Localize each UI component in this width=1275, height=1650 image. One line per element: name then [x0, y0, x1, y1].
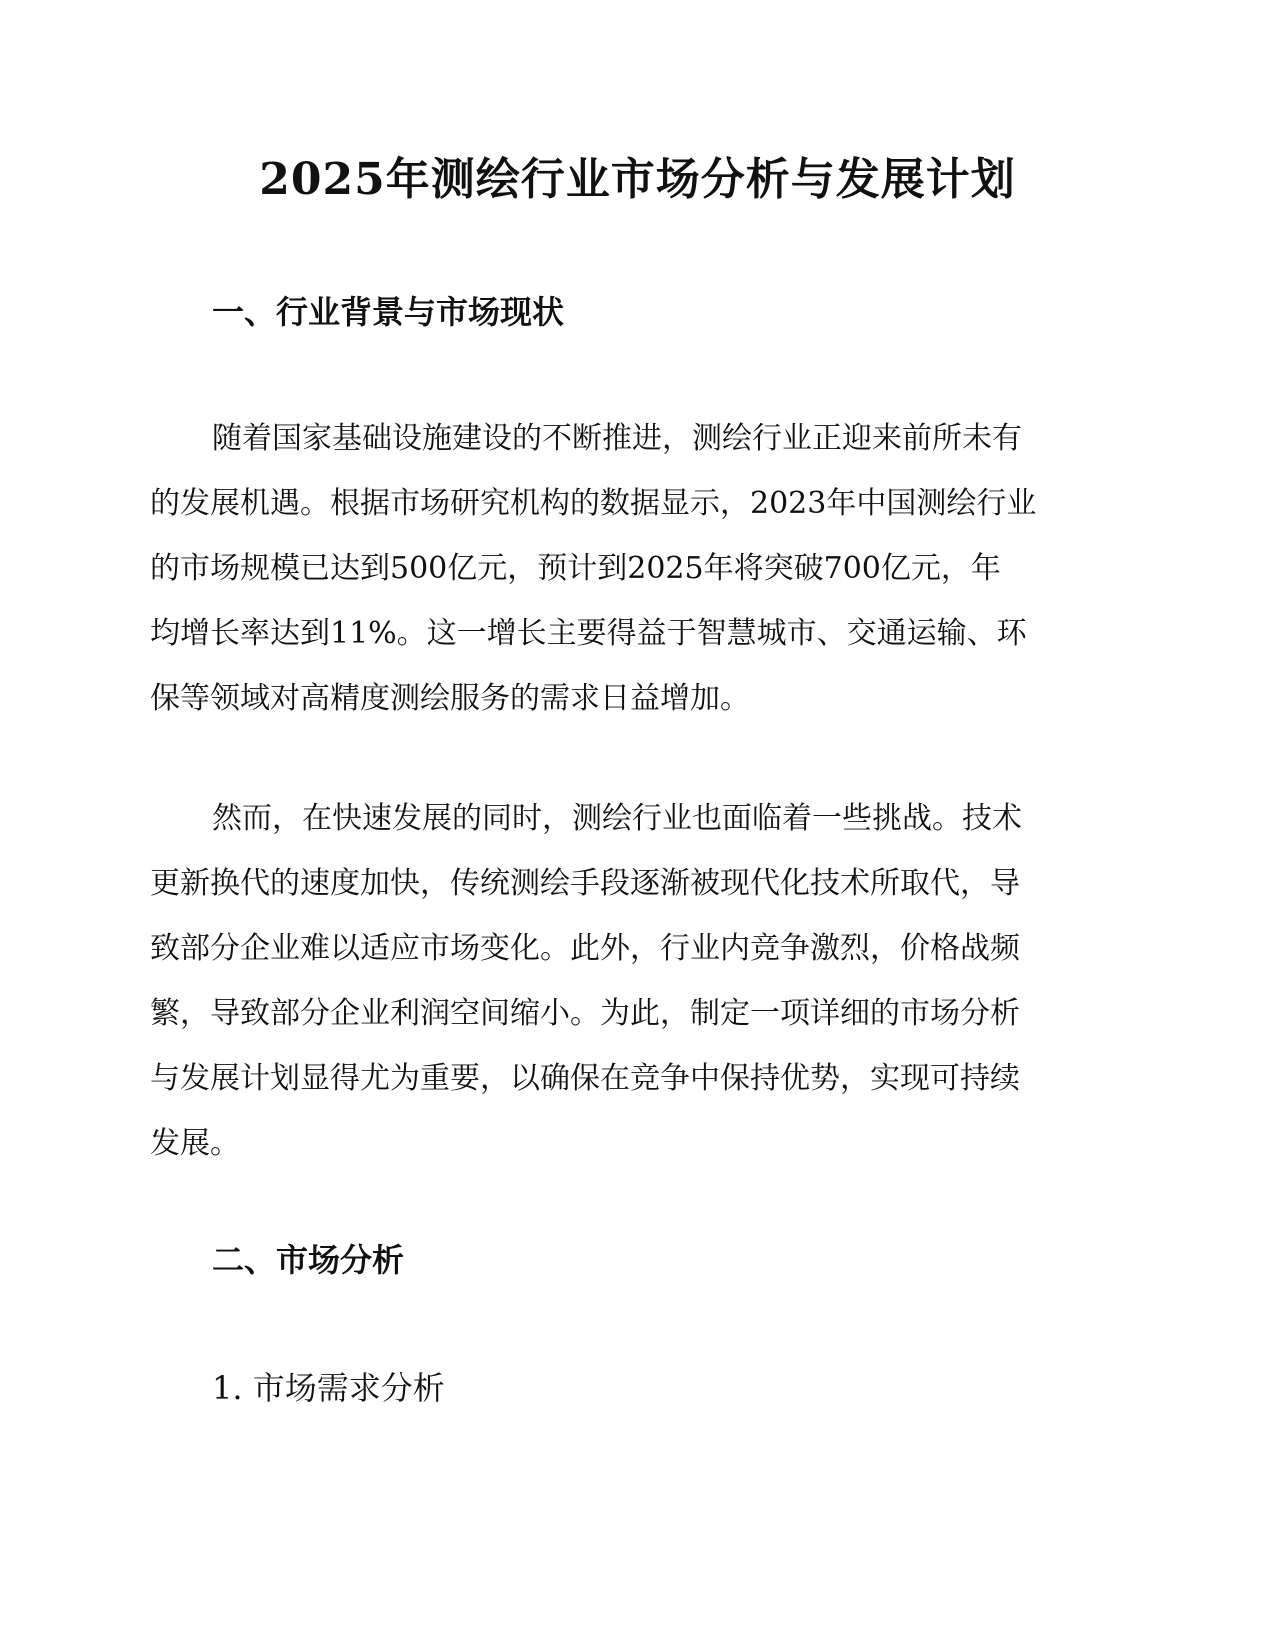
section-heading-market-analysis: 二、市场分析	[212, 1241, 405, 1279]
paragraph-line: 随着国家基础设施建设的不断推进，测绘行业正迎来前所未有	[212, 421, 1022, 456]
subheading-market-demand: 1. 市场需求分析	[212, 1369, 445, 1407]
paragraph-line: 与发展计划显得尤为重要，以确保在竞争中保持优势，实现可持续	[150, 1061, 1020, 1096]
paragraph-line: 保等领域对高精度测绘服务的需求日益增加。	[150, 681, 750, 716]
paragraph-line: 然而，在快速发展的同时，测绘行业也面临着一些挑战。技术	[212, 801, 1022, 836]
paragraph-line: 更新换代的速度加快，传统测绘手段逐渐被现代化技术所取代，导	[150, 866, 1020, 901]
paragraph-line: 均增长率达到11%。这一增长主要得益于智慧城市、交通运输、环	[150, 616, 1027, 651]
paragraph-line: 的市场规模已达到500亿元，预计到2025年将突破700亿元，年	[150, 551, 1001, 586]
paragraph-market-status	[150, 406, 1110, 731]
section-heading-background: 一、行业背景与市场现状	[212, 293, 565, 331]
paragraph-challenges	[150, 786, 1110, 1176]
paragraph-line: 的发展机遇。根据市场研究机构的数据显示，2023年中国测绘行业	[150, 486, 1037, 521]
paragraph-line: 发展。	[150, 1126, 240, 1161]
paragraph-line: 繁，导致部分企业利润空间缩小。为此，制定一项详细的市场分析	[150, 996, 1020, 1031]
document-title: 2025年测绘行业市场分析与发展计划	[259, 154, 1016, 205]
paragraph-line: 致部分企业难以适应市场变化。此外，行业内竞争激烈，价格战频	[150, 931, 1020, 966]
